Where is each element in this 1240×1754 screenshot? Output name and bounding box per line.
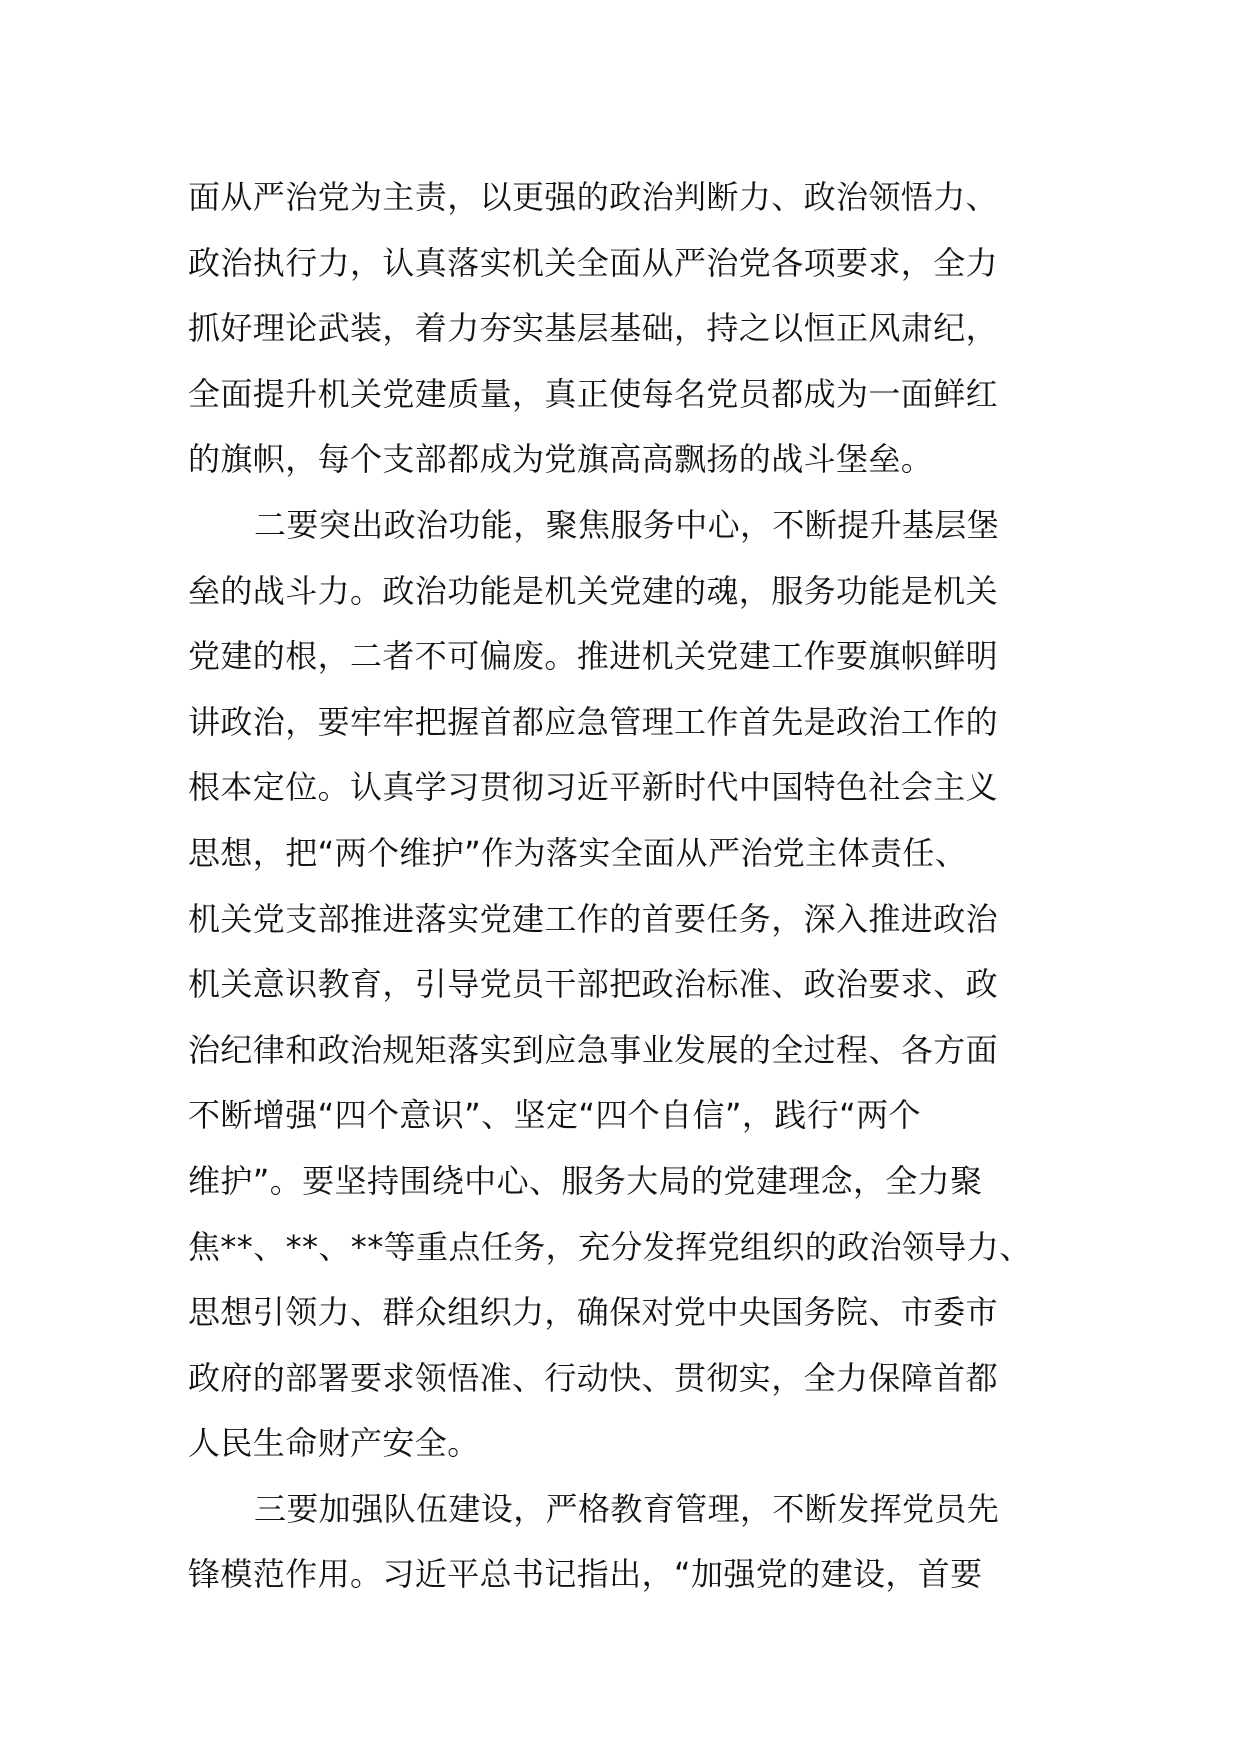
- text-line: 治纪律和政治规矩落实到应急事业发展的全过程、各方面: [188, 1030, 999, 1069]
- text-line: 政府的部署要求领悟准、行动快、贯彻实，全力保障首都: [188, 1358, 999, 1397]
- text-line: 面从严治党为主责，以更强的政治判断力、政治领悟力、: [188, 178, 999, 216]
- text-line: 抓好理论武装，着力夯实基层基础，持之以恒正风肃纪，: [188, 309, 999, 348]
- paragraph-first-line: 二要突出政治功能，聚焦服务中心，不断提升基层堡: [254, 505, 1000, 544]
- text-line: 维护”。要坚持围绕中心、服务大局的党建理念，全力聚: [188, 1161, 983, 1200]
- text-line: 的旗帜，每个支部都成为党旗高高飘扬的战斗堡垒。: [188, 440, 934, 479]
- text-line: 根本定位。认真学习贯彻习近平新时代中国特色社会主义: [188, 768, 999, 807]
- paragraph-first-line: 三要加强队伍建设，严格教育管理，不断发挥党员先: [254, 1489, 1000, 1528]
- text-line: 思想引领力、群众组织力，确保对党中央国务院、市委市: [188, 1293, 999, 1332]
- text-line: 讲政治，要牢牢把握首都应急管理工作首先是政治工作的: [188, 702, 999, 741]
- text-line: 不断增强“四个意识”、坚定“四个自信”，践行“两个: [188, 1096, 921, 1135]
- text-line: 全面提升机关党建质量，真正使每名党员都成为一面鲜红: [188, 374, 999, 413]
- text-line: 机关党支部推进落实党建工作的首要任务，深入推进政治: [188, 899, 999, 938]
- body-text: [188, 165, 1078, 1608]
- text-line: 焦**、**、**等重点任务，充分发挥党组织的政治领导力、: [188, 1227, 1032, 1266]
- text-line: 思想，把“两个维护”作为落实全面从严治党主体责任、: [188, 833, 968, 872]
- text-line: 人民生命财产安全。: [188, 1424, 480, 1463]
- text-line: 锋模范作用。习近平总书记指出，“加强党的建设，首要: [188, 1555, 983, 1594]
- text-line: 党建的根，二者不可偏废。推进机关党建工作要旗帜鲜明: [188, 637, 999, 676]
- text-line: 垒的战斗力。政治功能是机关党建的魂，服务功能是机关: [188, 571, 999, 610]
- text-line: 政治执行力，认真落实机关全面从严治党各项要求，全力: [188, 243, 999, 282]
- text-line: 机关意识教育，引导党员干部把政治标准、政治要求、政: [188, 965, 999, 1004]
